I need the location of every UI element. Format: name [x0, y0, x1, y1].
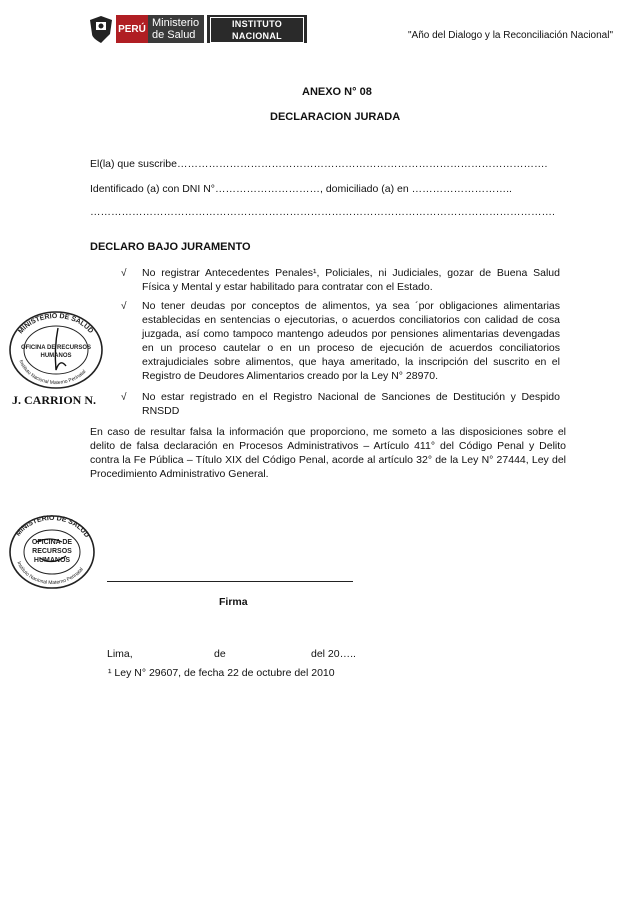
declaration-heading: DECLARO BAJO JURAMENTO [90, 241, 251, 253]
stamp2-center-line-2: RECURSOS [32, 548, 72, 555]
stamp2-top-text: MINISTERIO DE SALUD [14, 514, 91, 540]
declaration-item-1: No registrar Antecedentes Penales¹, Policiales, ni Judiciales, gozar de Buena Salud Física y Mental y estar habilitado para contratar con el Estado. [142, 267, 560, 293]
check-icon: √ [121, 392, 127, 403]
footnote: ¹ Ley N° 29607, de fecha 22 de octubre del 2010 [108, 667, 335, 679]
signature-line [107, 581, 353, 582]
peru-logo-label: PERÚ [116, 15, 148, 43]
place-label: Lima, [107, 648, 133, 660]
hr-office-stamp-icon [6, 308, 106, 392]
institute-logo-label [207, 15, 307, 68]
svg-text:MINISTERIO DE SALUD [17, 313, 94, 335]
ministry-line-2: de Salud [152, 29, 196, 41]
check-icon: √ [121, 301, 127, 312]
closing-paragraph: En caso de resultar falsa la información que proporciono, me someto a las disposiciones sobre el delito de falsa declaración en Procesos Administrativos – Artículo 411° del Código Penal y Delito contra la Fe Pública – Título XIX del Código Penal, acorde al artículo 32° de la Ley N° 27444, Ley del Procedimiento Administrativo General. [90, 426, 566, 480]
blank-line: ……………………………………………………………………………………………………………………. [90, 206, 555, 218]
stamp2-bottom-text: Instituto Nacional Materno Perinatal [15, 560, 85, 587]
svg-text:MINISTERIO DE SALUD [15, 515, 91, 539]
ministry-logo-label [148, 15, 204, 43]
stamp1-bottom-text: Instituto Nacional Materno Perinatal [17, 359, 88, 387]
stamp1-center-line-1: OFICINA DE RECURSOS [20, 345, 92, 351]
declaration-item-2: No tener deudas por conceptos de alimentos, ya sea ´por obligaciones alimentarias establecidas en sentencias o ejecutorias, o acuerdos conciliatorios con calidad de cosa juzgada, así como tampoco mantengo adeudos por pensiones alimentarias devengadas en un proceso cautelar o en un proceso de ejecución de acuerdos conciliatorios extrajudiciales sobre alimentos, que haya ameritado, la inscripción del suscrito en el Registro de Deudores Alimentarios creado por la Ley N° 28970. [142, 300, 560, 382]
institute-line-2: MATERNO PERINATAL [210, 44, 304, 70]
date-year-label: del 20….. [311, 648, 356, 660]
stamp1-top-text: MINISTERIO DE SALUD [17, 312, 95, 336]
main-title: DECLARACION JURADA [270, 111, 401, 123]
check-icon: √ [121, 268, 127, 279]
stamp2-center-line-3: HUMANOS [33, 557, 71, 564]
year-motto: "Año del Dialogo y la Reconciliación Nacional" [408, 30, 613, 41]
stamp1-center-line-2: HUMANOS [40, 353, 72, 359]
stamp1-signer-name: J. CARRION N. [12, 393, 96, 407]
hr-office-stamp-2-icon [6, 512, 98, 592]
stamp2-center-line-1: OFICINA DE [31, 539, 73, 546]
svg-text:Instituto Nacional Materno Per [18, 359, 88, 386]
declaration-item-3: No estar registrado en el Registro Nacional de Sanciones de Destitución y Despido RNSDD [142, 391, 560, 417]
date-de-label: de [214, 648, 226, 660]
ministry-line-1: Ministerio [152, 17, 200, 29]
signature-label: Firma [219, 596, 248, 608]
subscriber-line: El(la) que suscribe……………………………………………………………………………………………. [90, 158, 548, 170]
identification-line: Identificado (a) con DNI N°…………………………, domiciliado (a) en ……………………….. [90, 183, 512, 195]
institute-line-1: INSTITUTO NACIONAL [210, 17, 304, 43]
coat-of-arms-icon [88, 14, 114, 44]
annex-title: ANEXO N° 08 [302, 86, 372, 98]
